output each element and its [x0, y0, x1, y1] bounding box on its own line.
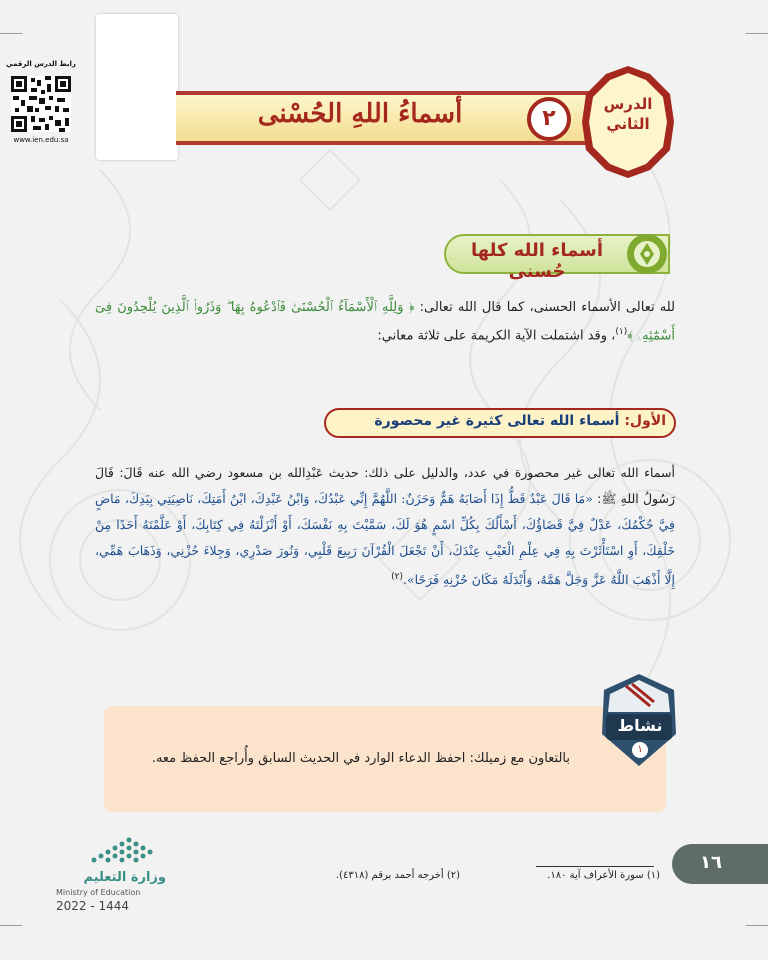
hadith-text: «مَا قَالَ عَبْدٌ قَطُّ إِذَا أَصَابَهُ هَمٌّ وَحَزَنٌ: اللَّهُمَّ إِنِّي عَبْدُكَ، وَابْنُ عَبْدِكَ، ابْنُ أَمَتِكَ، نَاصِيَتِي بِيَدِكَ، مَاضٍ فِيَّ حُكْمُكَ، عَدْلٌ فِيَّ قَضَاؤُكَ، أَسْأَلُكَ بِكُلِّ اسْمٍ هُوَ لَكَ، سَمَّيْتَ بِهِ نَفْسَكَ، أَوْ أَنْزَلْتَهُ فِي كِتَابِكَ، أَوْ عَلَّمْتَهُ أَحَدًا مِنْ خَلْقِكَ، أَوِ اسْتَأْثَرْتَ بِهِ فِي عِلْمِ الْغَيْبِ عِنْدَكَ، أَنْ تَجْعَلَ الْقُرْآنَ رَبِيعَ قَلْبِي، وَنُورَ صَدْرِي، وَجِلاءَ حُزْنِي، وَذَهَابَ هَمِّي، إِلَّا أَذْهَبَ اللَّهُ عَزَّ وَجَلَّ هَمَّهُ، وَأَبْدَلَهُ مَكَانَ حُزْنِهِ فَرَحًا».	[95, 491, 675, 588]
ministry-name-en: Ministry of Education	[56, 888, 141, 897]
lesson-badge-label	[588, 94, 668, 134]
crop-mark	[746, 33, 768, 34]
lesson-badge-line1: الدرس	[603, 95, 653, 113]
qr-label: رابط الدرس الرقمي	[6, 60, 76, 68]
intro-text-after: ، وقد اشتملت الآية الكريمة على ثلاثة معاني:	[377, 328, 616, 344]
page-number: ١٦	[700, 852, 722, 873]
footnote-1: (١) سورة الأعراف آية ١٨٠.	[547, 870, 660, 881]
lesson-number-badge: ٢	[527, 97, 571, 141]
qr-card[interactable]	[96, 14, 178, 160]
qr-url[interactable]: www.ien.edu.sa	[13, 136, 69, 144]
lesson-badge-line2: الثاني	[606, 115, 650, 133]
intro-paragraph	[95, 296, 675, 348]
crop-mark	[0, 33, 22, 34]
footnote-2: (٢) أخرجه أحمد برقم (٤٣١٨).	[335, 870, 460, 881]
quran-verse: ﴿ وَلِلَّهِ ٱلْأَسْمَآءُ ٱلْحُسْنَىٰ فَٱدْعُوهُ بِهَا ۖ وَذَرُوا۟ ٱلَّذِينَ يُلْحِدُونَ فِىٓ أَسْمَٰٓئِهِۦ ﴾	[95, 300, 675, 344]
hadith-paragraph	[95, 460, 675, 593]
ministry-name-ar: وزارة التعليم	[83, 870, 166, 885]
footnote-ref-1[interactable]: (١)	[615, 327, 628, 337]
lesson-title: أسماءُ اللهِ الحُسْنى	[257, 99, 463, 129]
ministry-logo-icon	[88, 830, 156, 866]
point-title: أسماء الله تعالى كثيرة غير محصورة	[374, 413, 620, 429]
hadith-intro: أسماء الله تعالى غير محصورة في عدد، والدليل على ذلك: حديث عَبْدِالله بن مسعود رضي الله عنه قَالَ: قَالَ رَسُولُ اللهِ ﷺ:	[95, 465, 675, 506]
activity-number: ١	[632, 742, 648, 758]
activity-label: نشاط	[617, 716, 663, 735]
edition-year: 2022 - 1444	[56, 899, 130, 913]
point-label: الأول:	[624, 413, 666, 429]
footnote-divider	[536, 866, 654, 867]
crop-mark	[0, 925, 22, 926]
section-title: أسماء الله كلها حُسنى	[470, 240, 604, 282]
footnote-ref-2[interactable]: (٢)	[391, 572, 403, 582]
leaf-ornament-icon	[624, 230, 670, 278]
intro-text-before: لله تعالى الأسماء الحسنى، كما قال الله تعالى:	[414, 300, 675, 315]
qr-code-icon[interactable]	[11, 76, 71, 132]
point-heading	[336, 413, 666, 429]
crop-mark	[746, 925, 768, 926]
activity-text: بالتعاون مع زميلك: احفظ الدعاء الوارد في الحديث السابق وأُراجع الحفظ معه.	[151, 751, 570, 766]
